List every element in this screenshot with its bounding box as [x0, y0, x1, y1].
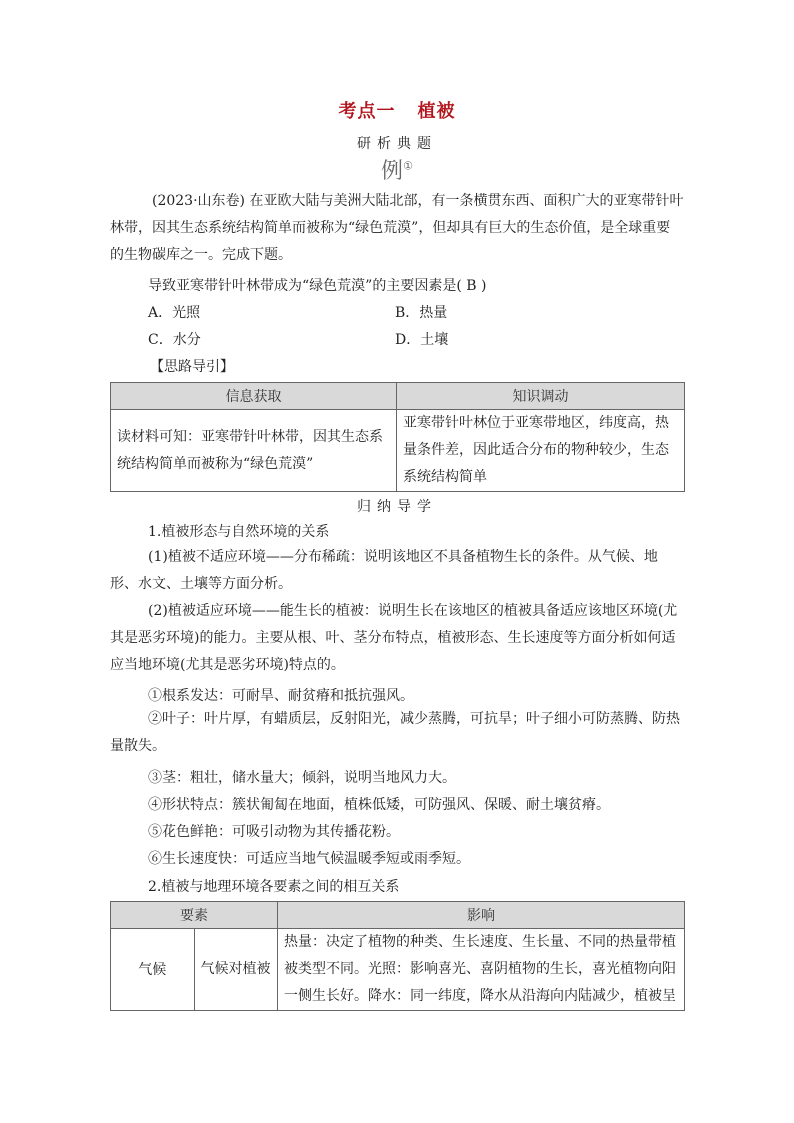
table1-info-cell: 读材料可知：亚寒带针叶林带，因其生态系统结构简单而被称为“绿色荒漠”: [111, 410, 397, 492]
title-left: 考点一: [338, 101, 396, 122]
title-right: 植被: [417, 101, 456, 122]
list-item-growth: ⑥生长速度快：可适应当地气候温暖季短或雨季短。: [148, 851, 470, 867]
paragraph-2: (2)植被适应环境——能生长的植被：说明生长在该地区的植被具备适应该地区环境(尤其是恶劣环境)的能力。主要从根、叶、茎分布特点，植被形态、生长速度等方面分析如何适应当地环境(尤其是恶劣环境)特点的。: [110, 603, 678, 673]
passage: (2023·山东卷) 在亚欧大陆与美洲大陆北部，有一条横贯东西、面积广大的亚寒带针叶林带，因其生态系统结构简单而被称为“绿色荒漠”，但却具有巨大的生态价值，是全球重要的生物碳库之一。完成下题。: [110, 193, 684, 263]
list-item-flowers: ⑤花色鲜艳：可吸引动物为其传播花粉。: [148, 824, 400, 840]
table1-header-knowledge: 知识调动: [397, 383, 685, 410]
point-1-heading: 1.植被形态与自然环境的关系: [148, 524, 330, 540]
factor-table: [110, 901, 685, 1011]
point-2-heading: 2.植被与地理环境各要素之间的相互关系: [148, 879, 400, 895]
paragraph-1: (1)植被不适应环境——分布稀疏：说明该地区不具备植物生长的条件。从气候、地形、水文、土壤等方面分析。: [110, 549, 658, 592]
table1-knowledge-cell: 亚寒带针叶林位于亚寒带地区，纬度高，热量条件差，因此适合分布的物种较少，生态系统结构简单: [397, 410, 685, 492]
page-title: [0, 97, 794, 123]
section-heading-summary: 归纳导学: [357, 499, 437, 515]
example-label: [0, 154, 794, 185]
analysis-table: [110, 382, 685, 492]
table2-sub-cell: 气候对植被: [194, 929, 278, 1011]
list-item-stem: ③茎：粗壮，储水量大；倾斜，说明当地风力大。: [148, 770, 456, 786]
table1-header-info: 信息获取: [111, 383, 397, 410]
hint-title: 【思路导引】: [150, 359, 234, 375]
option-a: A．光照: [148, 305, 201, 321]
list-item-shape: ④形状特点：簇状匍匐在地面，植株低矮，可防强风、保暖、耐土壤贫瘠。: [148, 797, 610, 813]
question: 导致亚寒带针叶林带成为“绿色荒漠”的主要因素是( B ): [148, 278, 487, 294]
table2-header-effect: 影响: [278, 902, 685, 929]
table2-header-factor: 要素: [111, 902, 278, 929]
list-item-roots: ①根系发达：可耐旱、耐贫瘠和抵抗强风。: [148, 688, 414, 704]
example-mark: ①: [403, 159, 413, 173]
option-d: D．土壤: [395, 332, 449, 348]
table2-factor-cell: 气候: [111, 929, 195, 1011]
option-b: B．热量: [395, 305, 448, 321]
list-item-leaves: ②叶子：叶片厚，有蜡质层，反射阳光，减少蒸腾，可抗旱；叶子细小可防蒸腾、防热量散失。: [110, 711, 680, 754]
option-c: C．水分: [148, 332, 201, 348]
section-heading-analysis: 研析典题: [357, 136, 437, 152]
table2-effect-cell: 热量：决定了植物的种类、生长速度、生长量、不同的热量带植被类型不同。光照：影响喜光、喜阴植物的生长，喜光植物向阳一侧生长好。降水：同一纬度，降水从沿海向内陆减少，植被呈: [278, 929, 685, 1011]
example-text: 例: [381, 159, 404, 184]
